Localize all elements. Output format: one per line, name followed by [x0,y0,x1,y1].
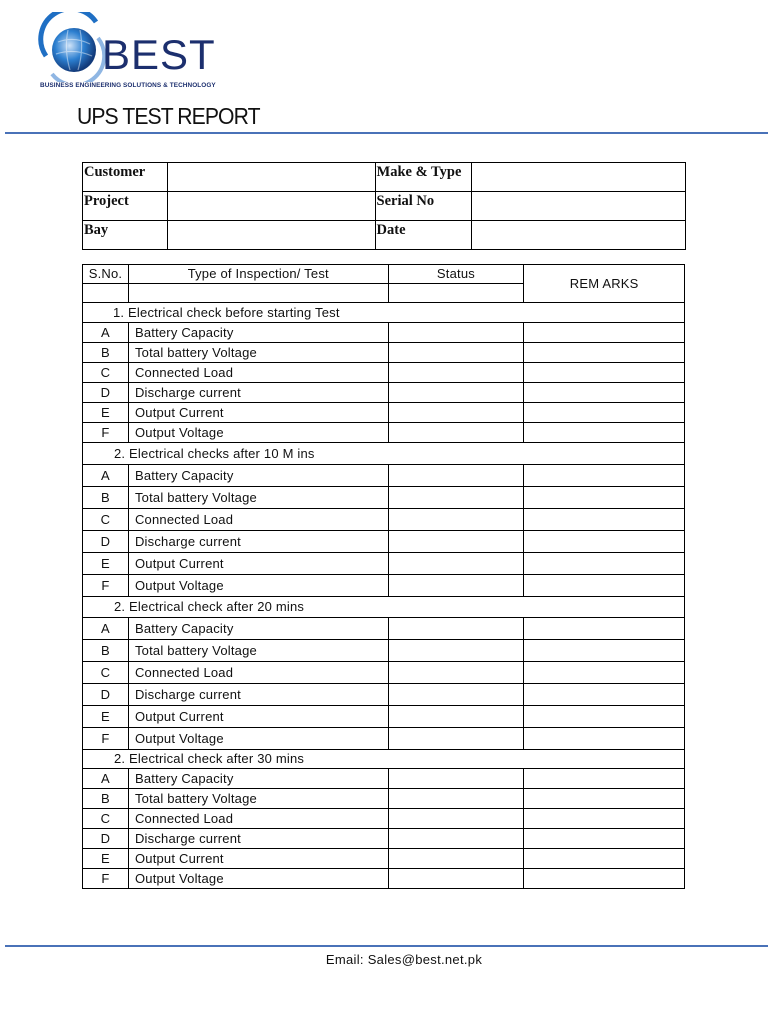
globe-icon [38,12,108,82]
row-inspection-label: Total battery Voltage [128,487,388,509]
table-row [83,423,685,443]
row-remarks-cell[interactable] [524,423,685,443]
row-status-cell[interactable] [388,343,524,363]
row-remarks-cell[interactable] [524,509,685,531]
header-blank-cell [128,284,388,303]
customer-label: Customer [83,163,168,192]
col-header-status: Status [388,265,524,284]
row-status-cell[interactable] [388,829,524,849]
table-row [83,662,685,684]
row-inspection-label: Output Current [128,706,388,728]
table-row [83,829,685,849]
row-remarks-cell[interactable] [524,531,685,553]
make-type-value[interactable] [472,163,686,192]
row-inspection-label: Battery Capacity [128,769,388,789]
section-title: 1. Electrical check before starting Test [83,303,685,323]
section-row [83,597,685,618]
row-status-cell[interactable] [388,363,524,383]
row-remarks-cell[interactable] [524,809,685,829]
row-sno: B [83,789,129,809]
inspection-table [82,264,685,889]
row-inspection-label: Connected Load [128,809,388,829]
company-logo [38,12,228,94]
row-remarks-cell[interactable] [524,829,685,849]
row-status-cell[interactable] [388,465,524,487]
row-sno: A [83,618,129,640]
row-status-cell[interactable] [388,869,524,889]
row-remarks-cell[interactable] [524,684,685,706]
footer-divider [5,945,768,947]
row-remarks-cell[interactable] [524,728,685,750]
bay-label: Bay [83,221,168,250]
row-inspection-label: Total battery Voltage [128,343,388,363]
table-row [83,403,685,423]
table-row [83,487,685,509]
table-row [83,575,685,597]
row-inspection-label: Output Current [128,403,388,423]
table-row [83,769,685,789]
row-status-cell[interactable] [388,575,524,597]
row-remarks-cell[interactable] [524,343,685,363]
col-header-remarks: REM ARKS [524,265,685,303]
section-title: 2. Electrical check after 20 mins [83,597,685,618]
row-remarks-cell[interactable] [524,403,685,423]
table-row [83,809,685,829]
table-row [83,869,685,889]
row-status-cell[interactable] [388,662,524,684]
row-remarks-cell[interactable] [524,553,685,575]
row-status-cell[interactable] [388,509,524,531]
table-row [83,531,685,553]
row-status-cell[interactable] [388,487,524,509]
row-inspection-label: Total battery Voltage [128,640,388,662]
row-remarks-cell[interactable] [524,789,685,809]
row-inspection-label: Battery Capacity [128,323,388,343]
table-row [83,706,685,728]
row-status-cell[interactable] [388,403,524,423]
row-status-cell[interactable] [388,618,524,640]
row-inspection-label: Connected Load [128,363,388,383]
row-sno: F [83,423,129,443]
row-remarks-cell[interactable] [524,383,685,403]
row-status-cell[interactable] [388,531,524,553]
row-inspection-label: Output Voltage [128,728,388,750]
row-sno: D [83,684,129,706]
row-status-cell[interactable] [388,640,524,662]
table-row [83,553,685,575]
row-sno: D [83,531,129,553]
row-remarks-cell[interactable] [524,363,685,383]
section-title: 2. Electrical checks after 10 M ins [83,443,685,465]
row-remarks-cell[interactable] [524,769,685,789]
row-status-cell[interactable] [388,706,524,728]
section-row [83,303,685,323]
row-sno: F [83,575,129,597]
row-sno: A [83,323,129,343]
row-status-cell[interactable] [388,789,524,809]
row-status-cell[interactable] [388,728,524,750]
table-row [83,789,685,809]
row-sno: F [83,728,129,750]
row-inspection-label: Output Current [128,553,388,575]
table-row [83,728,685,750]
row-inspection-label: Output Voltage [128,423,388,443]
row-remarks-cell[interactable] [524,849,685,869]
row-status-cell[interactable] [388,809,524,829]
row-inspection-label: Total battery Voltage [128,789,388,809]
row-inspection-label: Output Voltage [128,575,388,597]
row-sno: E [83,706,129,728]
row-sno: C [83,363,129,383]
row-sno: C [83,509,129,531]
table-row [83,323,685,343]
row-inspection-label: Battery Capacity [128,618,388,640]
row-sno: D [83,383,129,403]
row-inspection-label: Discharge current [128,684,388,706]
row-status-cell[interactable] [388,684,524,706]
header-blank-cell [83,284,129,303]
make-type-label: Make & Type [375,163,472,192]
table-row [83,363,685,383]
table-row [83,383,685,403]
table-row [83,509,685,531]
row-remarks-cell[interactable] [524,618,685,640]
row-sno: B [83,487,129,509]
section-row [83,443,685,465]
date-label: Date [375,221,472,250]
row-inspection-label: Connected Load [128,509,388,531]
row-remarks-cell[interactable] [524,575,685,597]
row-remarks-cell[interactable] [524,465,685,487]
row-remarks-cell[interactable] [524,706,685,728]
row-status-cell[interactable] [388,769,524,789]
row-sno: E [83,403,129,423]
row-status-cell[interactable] [388,553,524,575]
row-sno: B [83,343,129,363]
row-status-cell[interactable] [388,323,524,343]
row-sno: F [83,869,129,889]
row-status-cell[interactable] [388,383,524,403]
row-inspection-label: Discharge current [128,531,388,553]
row-remarks-cell[interactable] [524,487,685,509]
row-sno: E [83,553,129,575]
table-row [83,684,685,706]
row-sno: A [83,769,129,789]
header-divider [5,132,768,134]
row-inspection-label: Connected Load [128,662,388,684]
row-inspection-label: Battery Capacity [128,465,388,487]
row-status-cell[interactable] [388,423,524,443]
row-status-cell[interactable] [388,849,524,869]
footer-email: Email: Sales@best.net.pk [325,952,483,967]
row-inspection-label: Output Voltage [128,869,388,889]
row-inspection-label: Output Current [128,849,388,869]
table-row [83,849,685,869]
row-sno: B [83,640,129,662]
serial-no-value[interactable] [472,192,686,221]
table-row [83,465,685,487]
logo-wordmark: BEST [102,31,216,78]
row-sno: D [83,829,129,849]
info-table [82,162,686,250]
row-inspection-label: Discharge current [128,829,388,849]
header-blank-cell [388,284,524,303]
table-row [83,640,685,662]
serial-no-label: Serial No [375,192,472,221]
bay-value[interactable] [167,221,375,250]
row-sno: E [83,849,129,869]
date-value[interactable] [472,221,686,250]
logo-tagline: BUSINESS ENGINEERING SOLUTIONS & TECHNOLOGY [40,82,216,89]
row-sno: A [83,465,129,487]
col-header-type: Type of Inspection/ Test [128,265,388,284]
customer-value[interactable] [167,163,375,192]
row-inspection-label: Discharge current [128,383,388,403]
row-remarks-cell[interactable] [524,869,685,889]
row-remarks-cell[interactable] [524,662,685,684]
project-label: Project [83,192,168,221]
project-value[interactable] [167,192,375,221]
row-sno: C [83,809,129,829]
row-remarks-cell[interactable] [524,323,685,343]
col-header-sno: S.No. [83,265,129,284]
row-remarks-cell[interactable] [524,640,685,662]
section-title: 2. Electrical check after 30 mins [83,750,685,769]
section-row [83,750,685,769]
table-row [83,618,685,640]
row-sno: C [83,662,129,684]
table-row [83,343,685,363]
page-title: UPS TEST REPORT [77,103,260,129]
